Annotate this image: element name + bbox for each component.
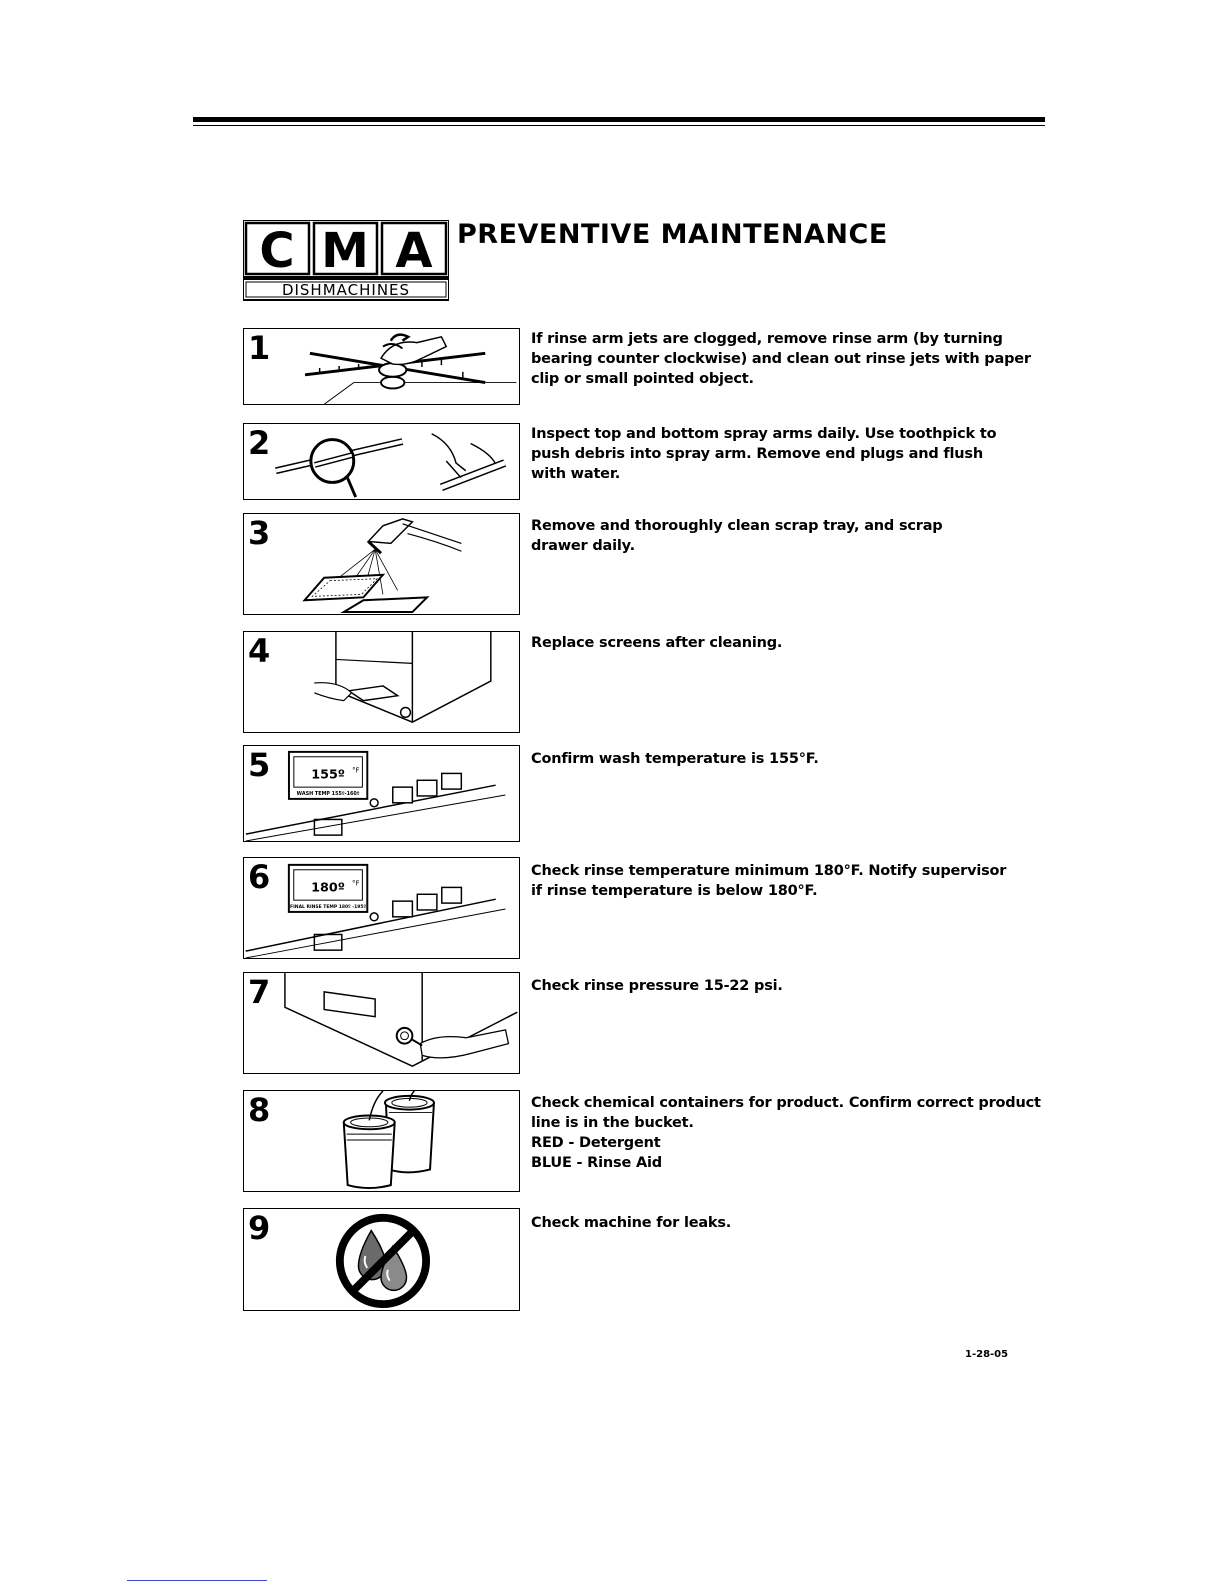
step-number: 2	[248, 424, 271, 462]
step-6-text	[531, 861, 1007, 901]
header-rule-thick	[193, 117, 1045, 122]
logo-letter-m: M	[321, 223, 369, 279]
step-8-illustration	[243, 1090, 520, 1192]
rinse-temp-unit: °F	[352, 879, 360, 888]
rinse-pressure-gauge-icon	[244, 973, 519, 1073]
header-rule-thin	[193, 125, 1045, 126]
step-line: RED - Detergent	[531, 1135, 661, 1151]
no-leaks-icon	[244, 1209, 519, 1310]
step-line: line is in the bucket.	[531, 1115, 694, 1131]
step-2-text	[531, 424, 1001, 484]
cma-logo	[243, 220, 449, 302]
step-line: bearing counter clockwise) and clean out rinse jets with paper	[531, 351, 1031, 367]
step-number: 4	[248, 632, 271, 670]
logo-subtitle: DISHMACHINES	[281, 281, 411, 299]
step-line: BLUE - Rinse Aid	[531, 1155, 662, 1171]
step-7-illustration	[243, 972, 520, 1074]
logo-letter-a: A	[395, 223, 433, 279]
screen-replace-icon	[244, 632, 519, 732]
step-5-illustration	[243, 745, 520, 842]
step-1-illustration	[243, 328, 520, 405]
step-number: 1	[248, 329, 271, 367]
step-9-illustration	[243, 1208, 520, 1311]
logo-letter-c: C	[259, 223, 295, 279]
rinse-arm-icon	[244, 329, 519, 404]
step-number: 8	[248, 1091, 271, 1129]
step-number: 5	[248, 746, 271, 784]
bottom-link-underline	[127, 1580, 267, 1581]
step-line: Check chemical containers for product. Confirm correct product	[531, 1095, 1041, 1111]
rinse-temp-value: 180º	[311, 880, 345, 896]
step-line: drawer daily.	[531, 538, 635, 554]
step-line: if rinse temperature is below 180°F.	[531, 883, 818, 899]
step-number: 9	[248, 1209, 271, 1247]
step-4-text	[531, 633, 1001, 653]
step-8-text	[531, 1093, 1041, 1173]
step-4-illustration	[243, 631, 520, 733]
rinse-temp-label: FINAL RINSE TEMP 180º -195º	[290, 905, 367, 910]
step-7-text	[531, 976, 1001, 996]
wash-temp-unit: °F	[352, 766, 360, 775]
step-number: 6	[248, 858, 271, 896]
step-3-illustration	[243, 513, 520, 615]
step-5-text	[531, 749, 1001, 769]
scrap-tray-spray-icon	[244, 514, 519, 614]
step-2-illustration	[243, 423, 520, 500]
step-6-illustration	[243, 857, 520, 959]
step-line: Check rinse pressure 15-22 psi.	[531, 978, 783, 994]
step-number: 7	[248, 973, 271, 1011]
document-date: 1-28-05	[965, 1349, 1009, 1360]
step-line: Check machine for leaks.	[531, 1215, 732, 1231]
wash-temp-label: WASH TEMP 155º-160º	[296, 790, 360, 797]
step-line: Check rinse temperature minimum 180°F. Notify supervisor	[531, 863, 1007, 879]
step-line: clip or small pointed object.	[531, 371, 754, 387]
step-1-text	[531, 329, 1031, 389]
step-line: Remove and thoroughly clean scrap tray, and scrap	[531, 518, 943, 534]
wash-temp-panel-icon	[244, 746, 519, 841]
step-line: Inspect top and bottom spray arms daily. Use toothpick to	[531, 426, 997, 442]
step-line: Replace screens after cleaning.	[531, 635, 783, 651]
rinse-temp-panel-icon	[244, 858, 519, 958]
step-9-text	[531, 1213, 1001, 1233]
page-title: PREVENTIVE MAINTENANCE	[457, 219, 888, 250]
step-line: Confirm wash temperature is 155°F.	[531, 751, 819, 767]
step-3-text	[531, 516, 1001, 556]
wash-temp-value: 155º	[311, 767, 345, 783]
step-line: push debris into spray arm. Remove end plugs and flush	[531, 446, 983, 462]
spray-arm-icon	[244, 424, 519, 499]
step-line: with water.	[531, 466, 621, 482]
step-line: If rinse arm jets are clogged, remove rinse arm (by turning	[531, 331, 1003, 347]
step-number: 3	[248, 514, 271, 552]
chemical-buckets-icon	[244, 1091, 519, 1191]
